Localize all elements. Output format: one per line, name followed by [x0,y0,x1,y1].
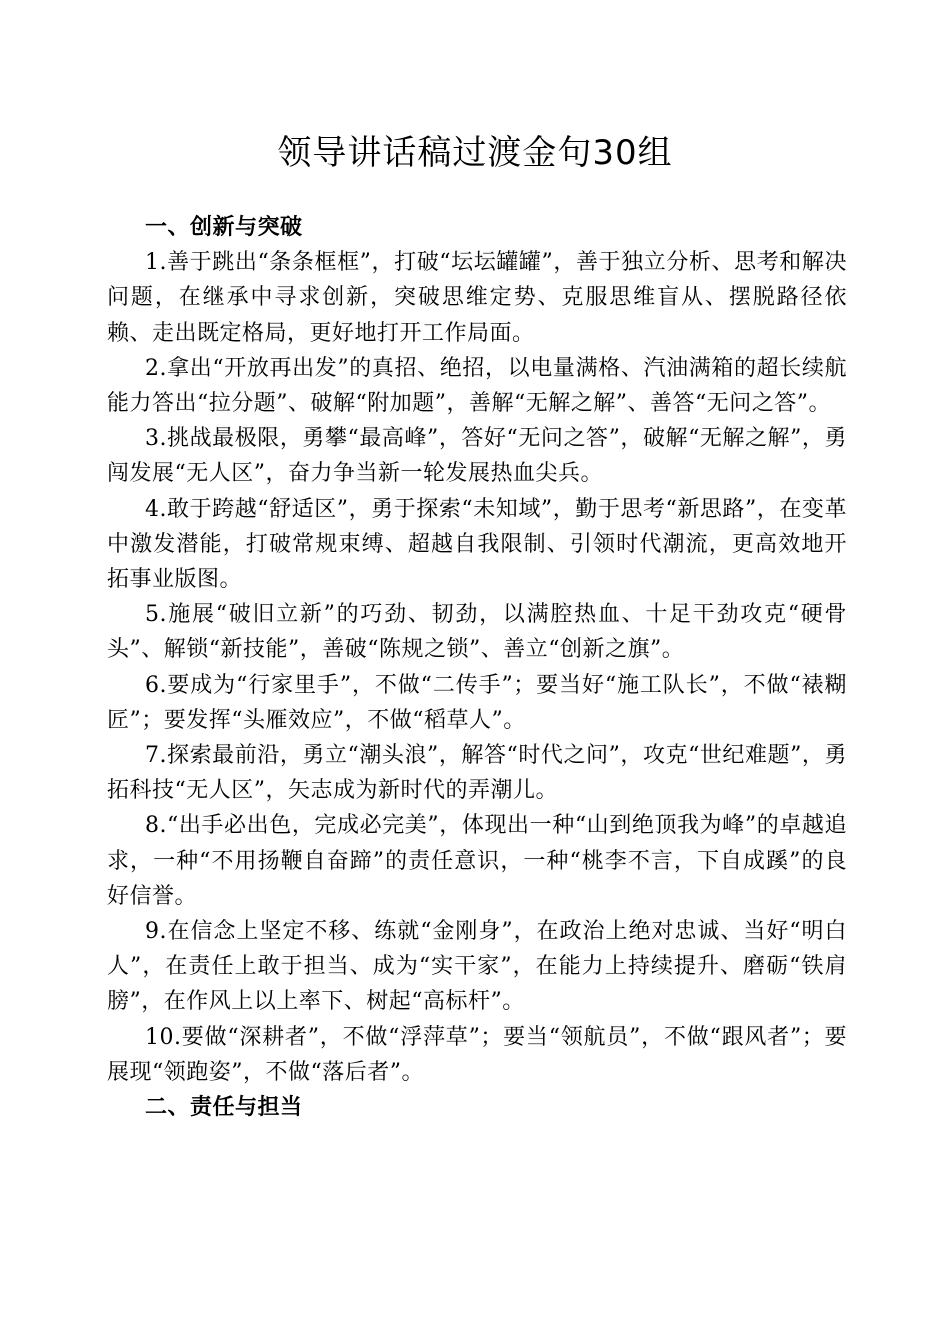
paragraph-6: 6.要成为“行家里手”，不做“二传手”；要当好“施工队长”，不做“裱糊匠”；要发挥“头雁效应”，不做“稻草人”。 [107,672,847,733]
paragraph-3: 3.挑战最极限，勇攀“最高峰”，答好“无问之答”，破解“无解之解”，勇闯发展“无人区”，奋力争当新一轮发展热血尖兵。 [107,426,847,487]
paragraph-7: 7.探索最前沿，勇立“潮头浪”，解答“时代之问”，攻克“世纪难题”，勇拓科技“无人区”，矢志成为新时代的弄潮儿。 [107,743,847,804]
document-title: 领导讲话稿过渡金句30组 [277,133,673,173]
paragraph-10: 10.要做“深耕者”，不做“浮萍草”；要当“领航员”，不做“跟风者”；要展现“领跑姿”，不做“落后者”。 [107,1024,847,1085]
section-heading-responsibility: 二、责任与担当 [145,1095,303,1121]
paragraph-1: 1.善于跳出“条条框框”，打破“坛坛罐罐”，善于独立分析、思考和解决问题，在继承中寻求创新，突破思维定势、克服思维盲从、摆脱路径依赖、走出既定格局，更好地打开工作局面。 [107,250,847,346]
paragraph-2: 2.拿出“开放再出发”的真招、绝招，以电量满格、汽油满箱的超长续航能力答出“拉分题”、破解“附加题”，善解“无解之解”、善答“无问之答”。 [107,355,847,417]
section-heading-innovation: 一、创新与突破 [145,215,303,240]
paragraph-9: 9.在信念上坚定不移、练就“金刚身”，在政治上绝对忠诚、当好“明白人”，在责任上敢于担当、成为“实干家”，在能力上持续提升、磨砺“铁肩膀”，在作风上以上率下、树起“高标杆”。 [107,919,847,1015]
document-body [107,210,847,1125]
paragraph-4: 4.敢于跨越“舒适区”，勇于探索“未知域”，勤于思考“新思路”，在变革中激发潜能，打破常规束缚、超越自我限制、引领时代潮流，更高效地开拓事业版图。 [107,496,847,593]
paragraph-8: 8.“出手必出色，完成必完美”，体现出一种“山到绝顶我为峰”的卓越追求，一种“不用扬鞭自奋蹄”的责任意识，一种“桃李不言，下自成蹊”的良好信誉。 [107,813,847,909]
paragraph-5: 5.施展“破旧立新”的巧劲、韧劲，以满腔热血、十足干劲攻克“硬骨头”、解锁“新技能”，善破“陈规之锁”、善立“创新之旗”。 [107,602,847,663]
